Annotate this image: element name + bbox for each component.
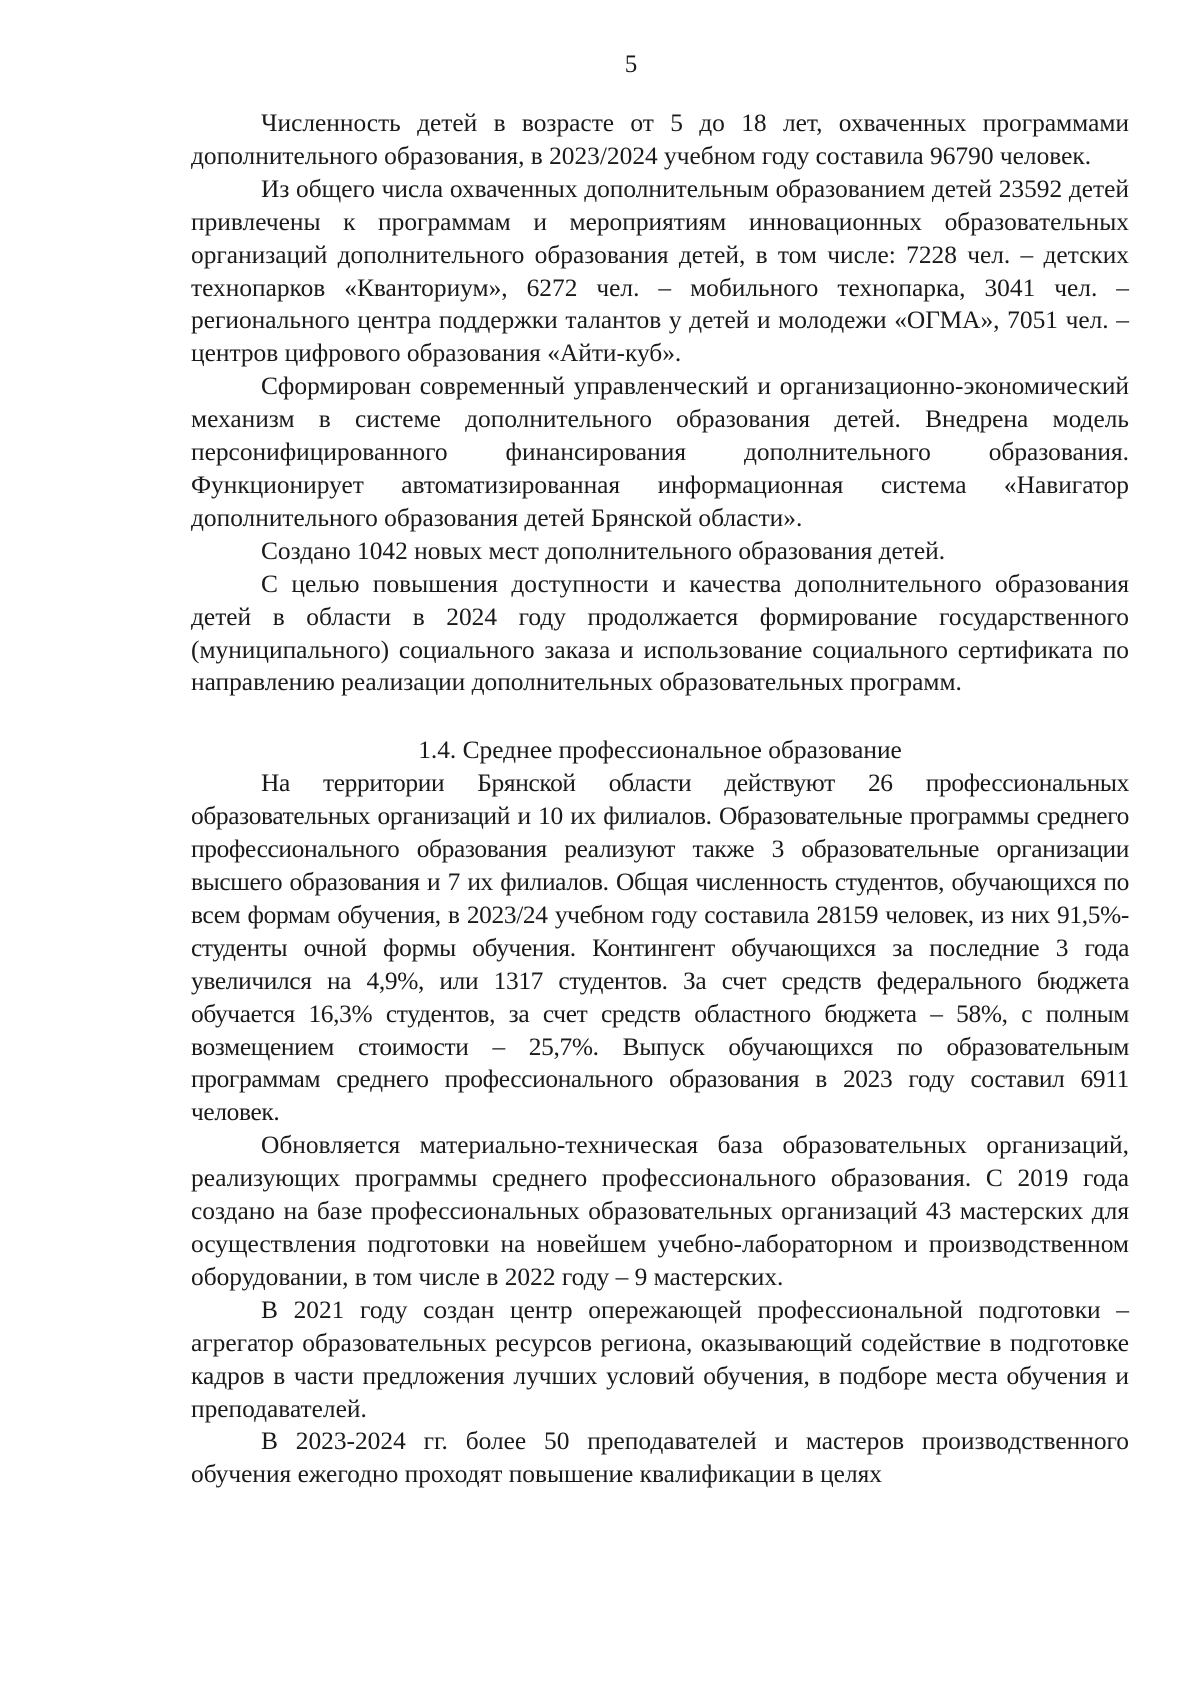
paragraph-new-places: Создано 1042 новых мест дополнительного образования детей. xyxy=(261,536,946,565)
paragraph-material-base: Обновляется материально-техническая база образовательных организаций, реализующих программы среднего профессионального образования. С 2019 года создано на базе профессиональных образовательных организаций 43 мастерских для осуществления подготовки на новейшем учебно-лабораторном и производственном оборудовании, в том числе в 2022 году – 9 мастерских. xyxy=(191,1131,1129,1291)
document-body xyxy=(191,107,1129,1491)
section-heading: 1.4. Среднее профессиональное образование xyxy=(418,736,902,765)
paragraph-training-center: В 2021 году создан центр опережающей профессиональной подготовки – агрегатор образовательных ресурсов региона, оказывающий содействие в подготовке кадров в части предложения лучших условий обучения, в подборе места обучения и преподавателей. xyxy=(191,1295,1129,1423)
page-number: 5 xyxy=(624,51,638,78)
paragraph-children-count: Численность детей в возрасте от 5 до 18 лет, охваченных программами дополнительного образования, в 2023/2024 учебном году составила 96790 человек. xyxy=(191,109,1129,170)
paragraph-social-order: С целью повышения доступности и качества дополнительного образования детей в области в 2024 году продолжается формирование государственного (муниципального) социального заказа и использование социального сертификата по направлению реализации дополнительных образовательных программ. xyxy=(191,569,1129,697)
paragraph-innovative-organizations: Из общего числа охваченных дополнительным образованием детей 23592 детей привлечены к программам и мероприятиям инновационных образовательных организаций дополнительного образования детей, в том числе: 7228 чел. – детских технопарков «Кванториум», 6272 чел. – мобильного технопарка, 3041 чел. – регионального центра поддержки талантов у детей и молодежи «ОГМА», 7051 чел. – центров цифрового образования «Айти-куб». xyxy=(191,174,1129,368)
paragraph-professional-organizations: На территории Брянской области действуют 26 профессиональных образовательных организаций и 10 их филиалов. Образовательные программы среднего профессионального образования реализуют также 3 образовательные организации высшего образования и 7 их филиалов. Общая численность студентов, обучающихся по всем формам обучения, в 2023/24 учебном году составила 28159 человек, из них 91,5%- студенты очной формы обучения. Контингент обучающихся за последние 3 года увеличился на 4,9%, или 1317 студентов. За счет средств федерального бюджета обучается 16,3% студентов, за счет средств областного бюджета – 58%, с полным возмещением стоимости – 25,7%. Выпуск обучающихся по образовательным программам среднего профессионального образования в 2023 году составил 6911 человек. xyxy=(191,769,1129,1127)
paragraph-teacher-training: В 2023-2024 гг. более 50 преподавателей и мастеров производственного обучения ежегодно проходят повышение квалификации в целях xyxy=(191,1427,1129,1489)
paragraph-management-mechanism: Сформирован современный управленческий и организационно-экономический механизм в системе дополнительного образования детей. Внедрена модель персонифицированного финансирования дополнительного образования. Функционирует автоматизированная информационная система «Навигатор дополнительного образования детей Брянской области». xyxy=(191,372,1129,532)
